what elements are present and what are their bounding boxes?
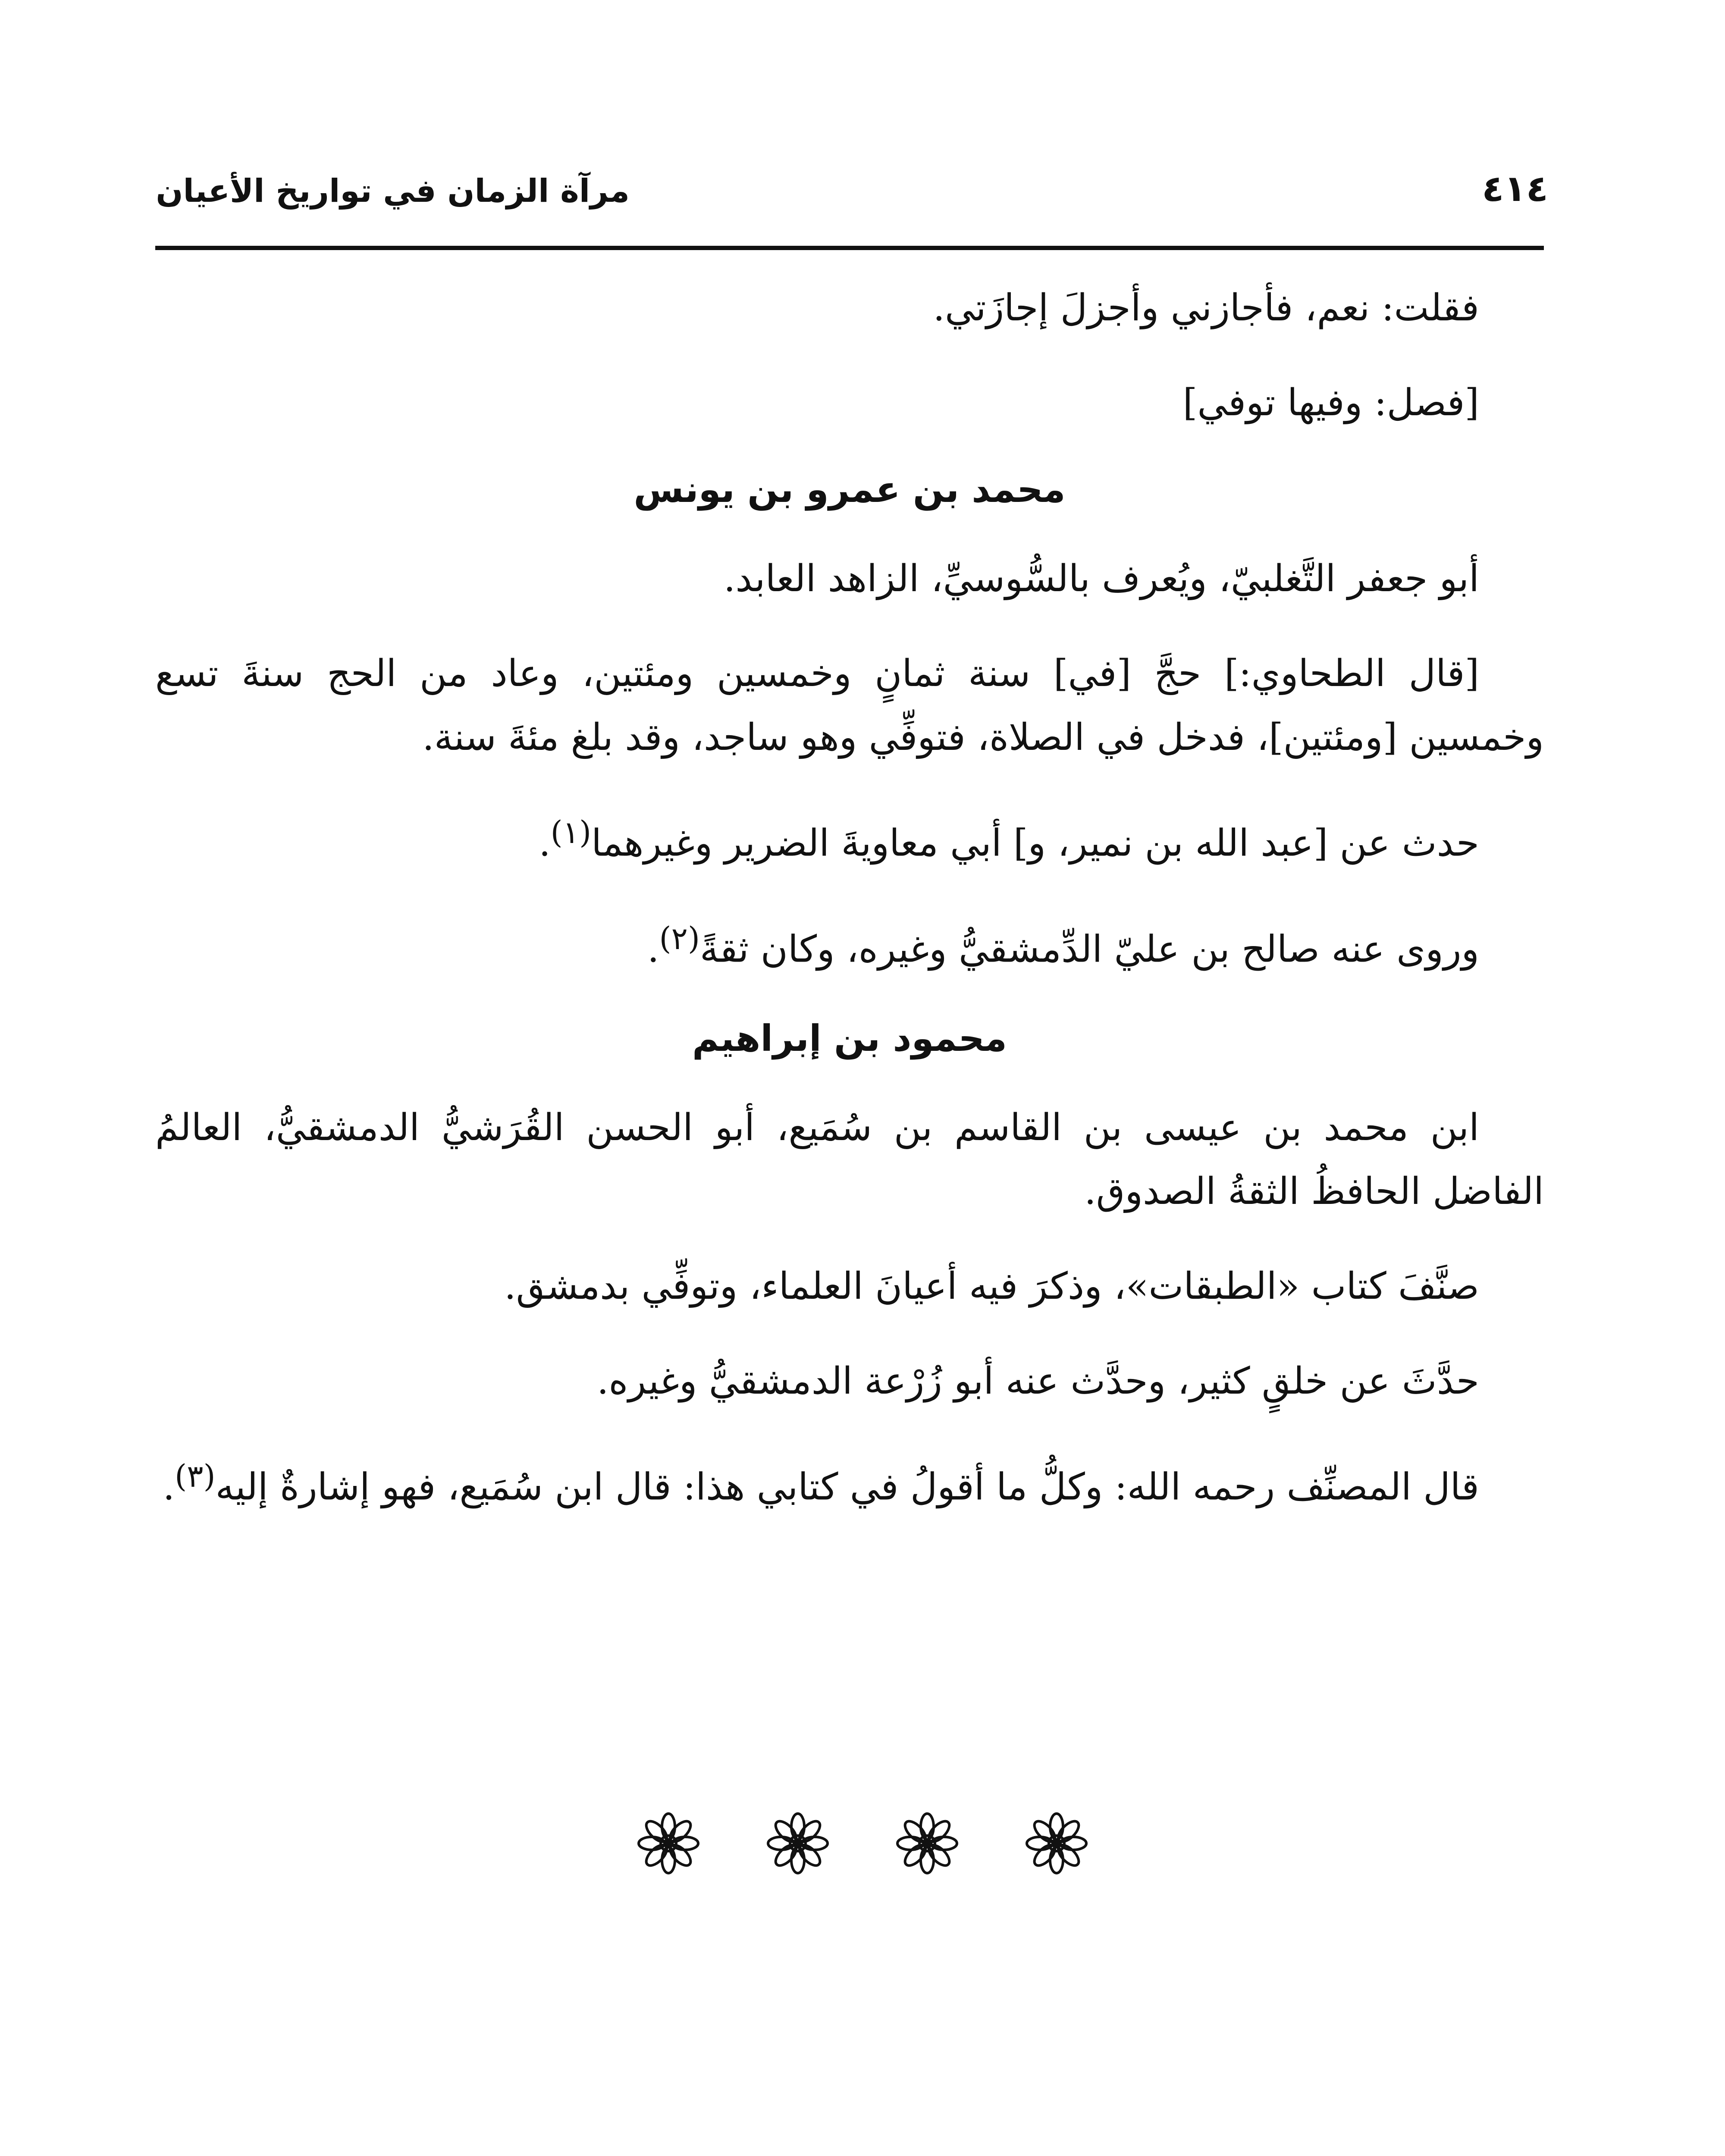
entry-heading-1: محمد بن عمرو بن يونس: [634, 468, 1066, 511]
page-number: ٤١٤: [1482, 167, 1548, 210]
paragraph-3: أبو جعفر التَّغلبيّ، ويُعرف بالسُّوسيِّ، الزاهد العابد.: [724, 557, 1479, 600]
paragraph-6: [155, 906, 1544, 981]
footnote-ref-3: (٣): [175, 1458, 216, 1495]
footnote-ref-1: (١): [550, 814, 592, 850]
period: .: [539, 821, 551, 865]
paragraph-4: [قال الطحاوي:] حجَّ [في] سنة ثمانٍ وخمسين ومئتين، وعاد من الحج سنةَ تسع وخمسين [ومئتين]، فدخل في الصلاة، فتوفِّي وهو ساجد، وقد بلغ مئةَ سنة.: [155, 652, 1544, 759]
flower-ornament-icon: [895, 1811, 960, 1876]
paragraph-5: [155, 800, 1544, 875]
paragraph-8: صنَّفَ كتاب «الطبقات»، وذكرَ فيه أعيانَ العلماء، وتوفِّي بدمشق.: [504, 1265, 1479, 1308]
paragraph-6-text: وروى عنه صالح بن عليّ الدِّمشقيُّ وغيره، وكان ثقةً: [699, 928, 1479, 971]
flower-ornament-icon: [636, 1811, 701, 1876]
paragraph-7: ابن محمد بن عيسى بن القاسم بن سُمَيع، أبو الحسن القُرَشيُّ الدمشقيُّ، العالمُ الفاضل الحافظُ الثقةُ الصدوق.: [155, 1106, 1544, 1213]
paragraph-1: فقلت: نعم، فأجازني وأجزلَ إجازَتي.: [933, 286, 1479, 329]
paragraph-10-text: قال المصنِّف رحمه الله: وكلُّ ما أقولُ في كتابي هذا: قال ابن سُمَيع، فهو إشارةٌ إليه: [215, 1465, 1479, 1509]
running-title: مرآة الزمان في تواريخ الأعيان: [156, 172, 630, 210]
entry-heading-2: محمود بن إبراهيم: [692, 1017, 1007, 1060]
paragraph-10: [155, 1444, 1544, 1519]
section-note: [فصل: وفيها توفي]: [1182, 381, 1479, 424]
main-text: [155, 276, 1544, 1550]
header-rule: [155, 246, 1544, 250]
period: .: [647, 928, 659, 971]
paragraph-9: حدَّثَ عن خلقٍ كثير، وحدَّث عنه أبو زُرْعة الدمشقيُّ وغيره.: [597, 1360, 1479, 1403]
section-ornaments: [0, 1811, 1725, 1876]
footnote-ref-2: (٢): [659, 920, 700, 956]
period: .: [163, 1465, 175, 1509]
flower-ornament-icon: [765, 1811, 830, 1876]
paragraph-5-text: حدث عن [عبد الله بن نمير، و] أبي معاويةَ الضرير وغيرهما: [591, 821, 1479, 865]
flower-ornament-icon: [1024, 1811, 1089, 1876]
